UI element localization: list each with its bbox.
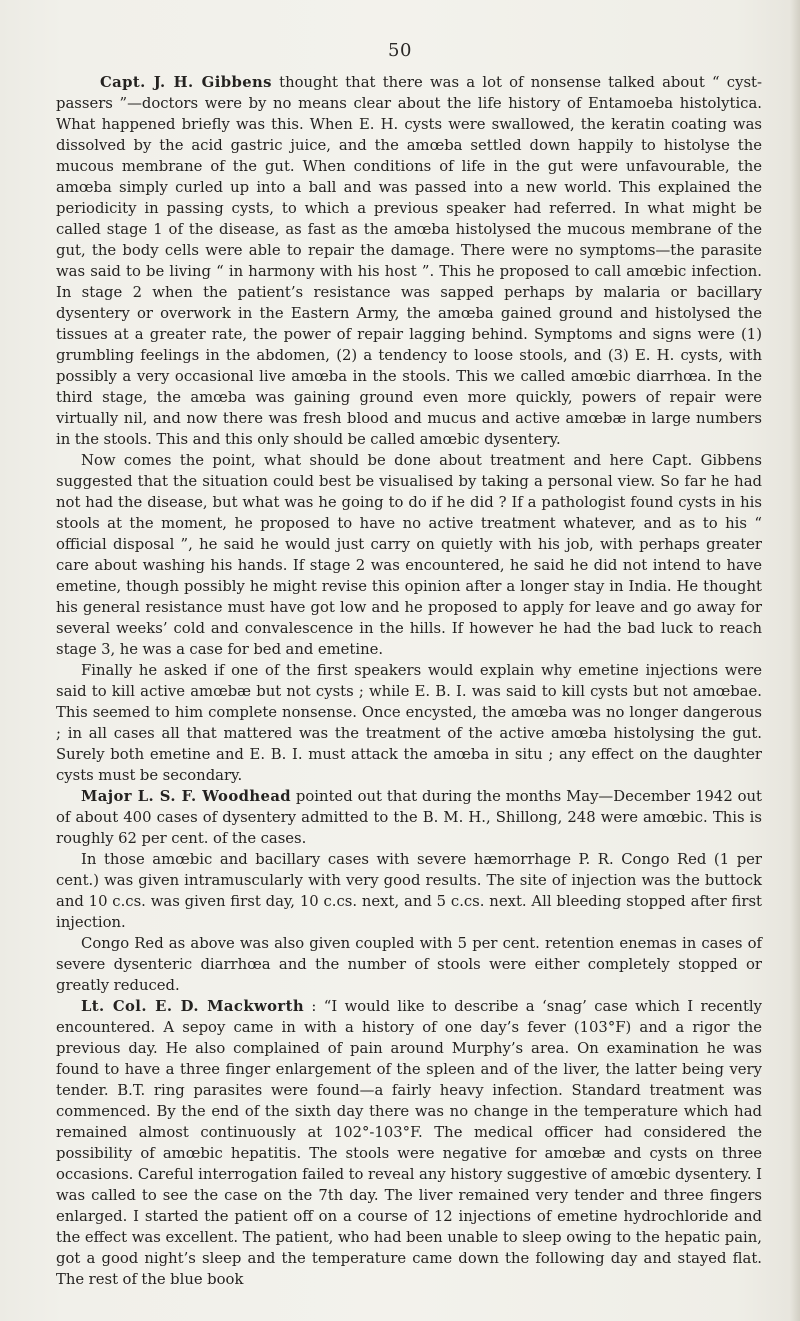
paragraph-text: Now comes the point, what should be done about treatment and here Capt. Gibbens suggested that the situation could best be visualised by taking a personal view. So far he had not had the disease, but what was he going to do if he did ? If a pathologist found cysts in his stools at the moment, he proposed to have no active treatment whatever, and as to his “ official disposal ”, he said he would just carry on quietly with his job, with perhaps greater care about washing his hands. If stage 2 was encountered, he said he did not intend to have emetine, though possibly he might revise this opinion after a longer stay in India. He thought his general resistance must have got low and he proposed to apply for leave and go away for several weeks’ cold and convalescence in the hills. If however he had the bad luck to reach stage 3, he was a case for bed and emetine.: [56, 452, 762, 658]
body-text: [56, 72, 762, 1290]
paragraph-text: thought that there was a lot of nonsense talked about “ cyst-passers ”—doctors were by no means clear about the life history of Entamoeba histolytica. What happened briefly was this. When E. H. cysts were swallowed, the keratin coating was dissolved by the acid gastric juice, and the amœba settled down happily to histolyse the mucous membrane of the gut. When conditions of life in the gut were unfavourable, the amœba simply curled up into a ball and was passed into a new world. This explained the periodicity in passing cysts, to which a previous speaker had referred. In what might be called stage 1 of the disease, as fast as the amœba histolysed the mucous membrane of the gut, the body cells were able to repair the damage. There were no symptoms—the parasite was said to be living “ in harmony with his host ”. This he proposed to call amœbic infection. In stage 2 when the patient’s resistance was sapped perhaps by malaria or bacillary dysentery or overwork in the Eastern Army, the amœba gained ground and histolysed the tissues at a greater rate, the power of repair lagging behind. Symptoms and signs were (1) grumbling feelings in the abdomen, (2) a tendency to loose stools, and (3) E. H. cysts, with possibly a very occasional live amœba in the stools. This we called amœbic diarrhœa. In the third stage, the amœba was gaining ground even more quickly, powers of repair were virtually nil, and now there was fresh blood and mucus and active amœbæ in large numbers in the stools. This and this only should be called amœbic dysentery.: [56, 74, 762, 448]
paragraph-gibbens-treatment: [56, 450, 762, 660]
paragraph-text: pointed out that during the months May—December 1942 out of about 400 cases of dysentery admitted to the B. M. H., Shillong, 248 were amœbic. This is roughly 62 per cent. of the cases.: [56, 788, 762, 847]
paragraph-text: Finally he asked if one of the first speakers would explain why emetine injections were said to kill active amœbæ but not cysts ; while E. B. I. was said to kill cysts but not amœbae. This seemed to him complete nonsense. Once encysted, the amœba was no longer dangerous ; in all cases all that mattered was the treatment of the active amœba histolysing the gut. Surely both emetine and E. B. I. must attack the amœba in situ ; any effect on the daughter cysts must be secondary.: [56, 662, 762, 784]
speaker-name: Major L. S. F. Woodhead: [81, 788, 292, 805]
paragraph-gibbens-life-history: [56, 72, 762, 450]
paragraph-text: Congo Red as above was also given coupled with 5 per cent. retention enemas in cases of severe dysenteric diarrhœa and the number of stools were either completely stopped or greatly reduced.: [56, 935, 762, 994]
speaker-name: Lt. Col. E. D. Mackworth: [81, 998, 304, 1015]
paragraph-text: In those amœbic and bacillary cases with severe hæmorrhage P. R. Congo Red (1 per cent.) was given intramuscularly with very good results. The site of injection was the buttock and 10 c.cs. was given first day, 10 c.cs. next, and 5 c.cs. next. All bleeding stopped after first injection.: [56, 851, 762, 931]
paragraph-congo-red-injection: [56, 849, 762, 933]
page-number: 50: [388, 40, 412, 61]
paragraph-emetine-question: [56, 660, 762, 786]
paragraph-woodhead: [56, 786, 762, 849]
paragraph-text: : “I would like to describe a ‘snag’ case which I recently encountered. A sepoy came in with a history of one day’s fever (103°F) and a rigor the previous day. He also complained of pain around Murphy’s area. On examination he was found to have a three finger enlargement of the spleen and of the liver, the latter being very tender. B.T. ring parasites were found—a fairly heavy infection. Standard treatment was commenced. By the end of the sixth day there was no change in the temperature which had remained almost continuously at 102°-103°F. The medical officer had considered the possibility of amœbic hepatitis. The stools were negative for amœbæ and cysts on three occasions. Careful interrogation failed to reveal any history suggestive of amœbic dysentery. I was called to see the case on the 7th day. The liver remained very tender and three fingers enlarged. I started the patient off on a course of 12 injections of emetine hydrochloride and the effect was excellent. The patient, who had been unable to sleep owing to the hepatic pain, got a good night’s sleep and the temperature came down the following day and stayed flat. The rest of the blue book: [56, 998, 762, 1288]
page-edge-shadow: [790, 0, 800, 1321]
speaker-name: Capt. J. H. Gibbens: [100, 74, 272, 91]
paragraph-mackworth: [56, 996, 762, 1290]
paragraph-congo-red-enemas: [56, 933, 762, 996]
